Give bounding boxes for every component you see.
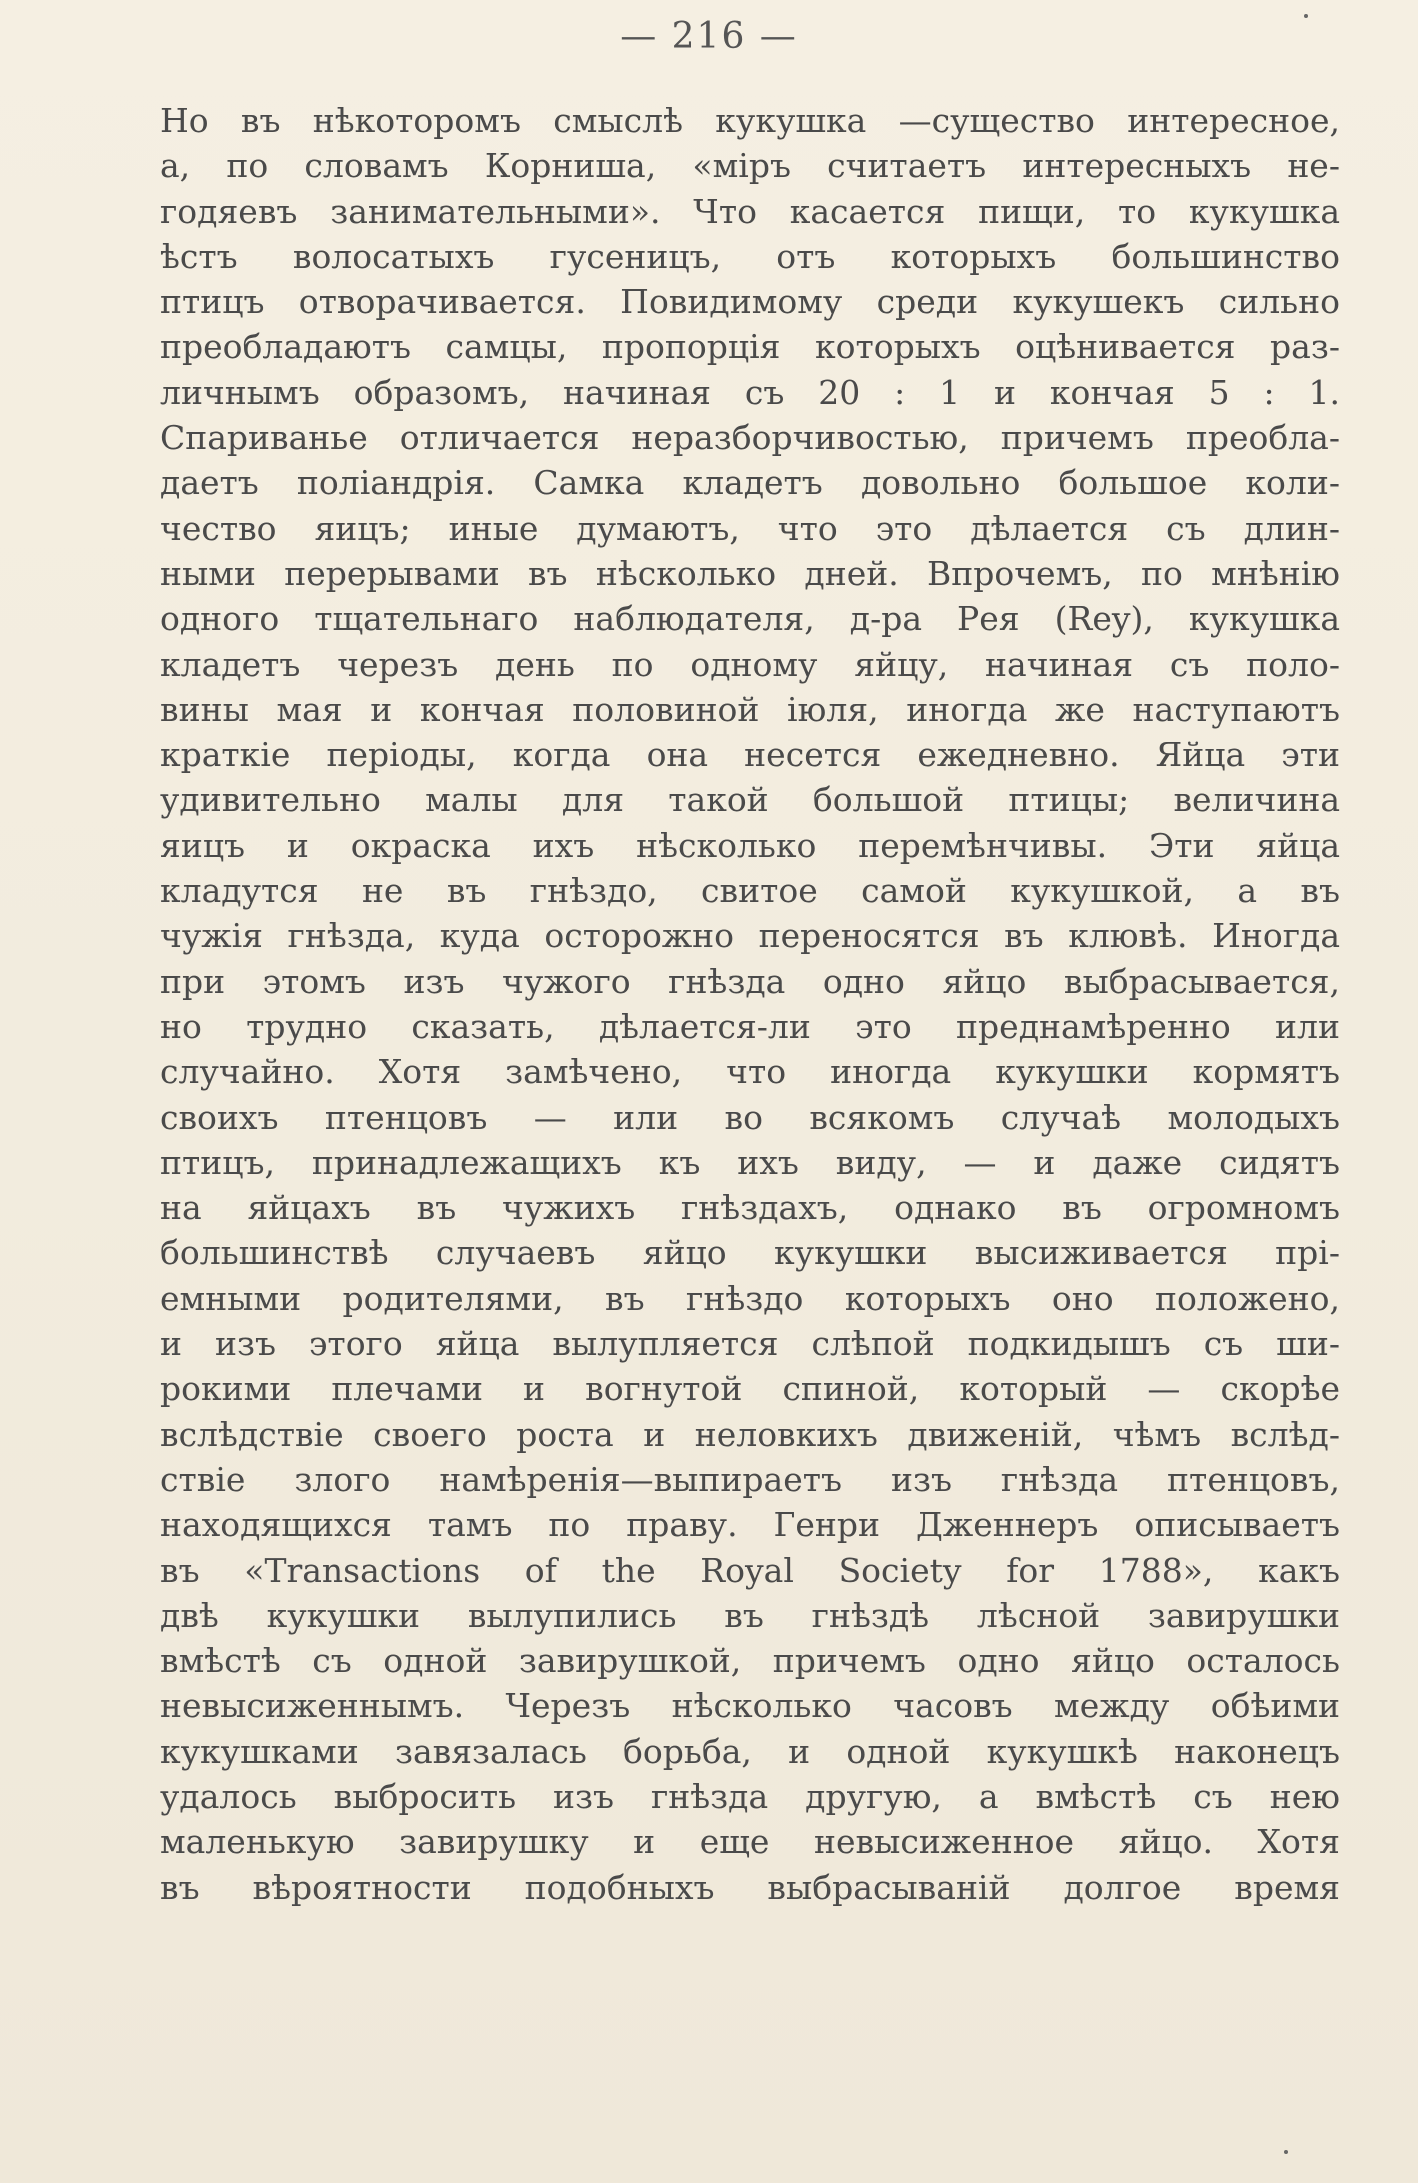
text-line: Спариванье отличается неразборчивостью, причемъ преобла-	[160, 418, 1340, 458]
text-line: птицъ, принадлежащихъ къ ихъ виду, — и даже сидятъ	[160, 1142, 1340, 1182]
text-line: находящихся тамъ по праву. Генри Дженнеръ описываетъ	[160, 1505, 1340, 1545]
text-line: птицъ отворачивается. Повидимому среди кукушекъ сильно	[160, 282, 1340, 322]
text-line: емными родителями, въ гнѣздо которыхъ оно положено,	[160, 1278, 1340, 1318]
text-line: кукушками завязалась борьба, и одной кукушкѣ наконецъ	[160, 1731, 1340, 1771]
text-line: маленькую завирушку и еще невысиженное яйцо. Хотя	[160, 1822, 1340, 1862]
text-line: ѣстъ волосатыхъ гусеницъ, отъ которыхъ большинство	[160, 236, 1340, 276]
text-line: своихъ птенцовъ — или во всякомъ случаѣ молодыхъ	[160, 1097, 1340, 1137]
text-line: Но въ нѣкоторомъ смыслѣ кукушка —существо интересное,	[160, 101, 1340, 140]
text-line: личнымъ образомъ, начиная съ 20 : 1 и кончая 5 : 1.	[160, 372, 1340, 412]
text-line: ствіе злого намѣренія—выпираетъ изъ гнѣзда птенцовъ,	[160, 1459, 1340, 1499]
text-line: но трудно сказать, дѣлается-ли это преднамѣренно или	[160, 1006, 1340, 1046]
page-speck	[1304, 14, 1308, 18]
text-line: кладетъ черезъ день по одному яйцу, начиная съ поло-	[160, 644, 1340, 684]
page-number: — 216 —	[620, 16, 798, 57]
text-line: случайно. Хотя замѣчено, что иногда кукушки кормятъ	[160, 1052, 1340, 1092]
text-line: невысиженнымъ. Черезъ нѣсколько часовъ между обѣими	[160, 1686, 1340, 1726]
text-line: въ вѣроятности подобныхъ выбрасываній долгое время	[160, 1867, 1340, 1907]
text-line: въ «Transactions of the Royal Society for 1788», какъ	[160, 1550, 1340, 1590]
text-line: вслѣдствіе своего роста и неловкихъ движеній, чѣмъ вслѣд-	[160, 1414, 1340, 1454]
text-line: рокими плечами и вогнутой спиной, который — скорѣе	[160, 1369, 1340, 1409]
text-line: чество яицъ; иные думаютъ, что это дѣлается съ длин-	[160, 508, 1340, 548]
text-line: и изъ этого яйца вылупляется слѣпой подкидышъ съ ши-	[160, 1324, 1340, 1364]
text-line: а, по словамъ Корниша, «міръ считаетъ интересныхъ не-	[160, 146, 1340, 186]
text-line: годяевъ занимательными». Что касается пищи, то кукушка	[160, 191, 1340, 231]
text-line: яицъ и окраска ихъ нѣсколько перемѣнчивы. Эти яйца	[160, 825, 1340, 865]
body-text	[160, 98, 1340, 1910]
text-line: кладутся не въ гнѣздо, свитое самой кукушкой, а въ	[160, 871, 1340, 911]
text-line: на яйцахъ въ чужихъ гнѣздахъ, однако въ огромномъ	[160, 1188, 1340, 1228]
text-line: большинствѣ случаевъ яйцо кукушки высиживается прі-	[160, 1233, 1340, 1273]
text-line: вины мая и кончая половиной іюля, иногда же наступаютъ	[160, 689, 1340, 729]
text-line: при этомъ изъ чужого гнѣзда одно яйцо выбрасывается,	[160, 961, 1340, 1001]
text-line: краткіе періоды, когда она несется ежедневно. Яйца эти	[160, 735, 1340, 775]
text-line: чужія гнѣзда, куда осторожно переносятся въ клювѣ. Иногда	[160, 916, 1340, 956]
text-line: ными перерывами въ нѣсколько дней. Впрочемъ, по мнѣнію	[160, 553, 1340, 593]
text-line: удивительно малы для такой большой птицы; величина	[160, 780, 1340, 820]
page-speck	[1284, 2150, 1288, 2154]
text-line: двѣ кукушки вылупились въ гнѣздѣ лѣсной завирушки	[160, 1595, 1340, 1635]
text-line: даетъ поліандрія. Самка кладетъ довольно большое коли-	[160, 463, 1340, 503]
text-line: преобладаютъ самцы, пропорція которыхъ оцѣнивается раз-	[160, 327, 1340, 367]
text-line: удалось выбросить изъ гнѣзда другую, а вмѣстѣ съ нею	[160, 1776, 1340, 1816]
text-line: вмѣстѣ съ одной завирушкой, причемъ одно яйцо осталось	[160, 1641, 1340, 1681]
text-line: одного тщательнаго наблюдателя, д-ра Рея (Rey), кукушка	[160, 599, 1340, 639]
